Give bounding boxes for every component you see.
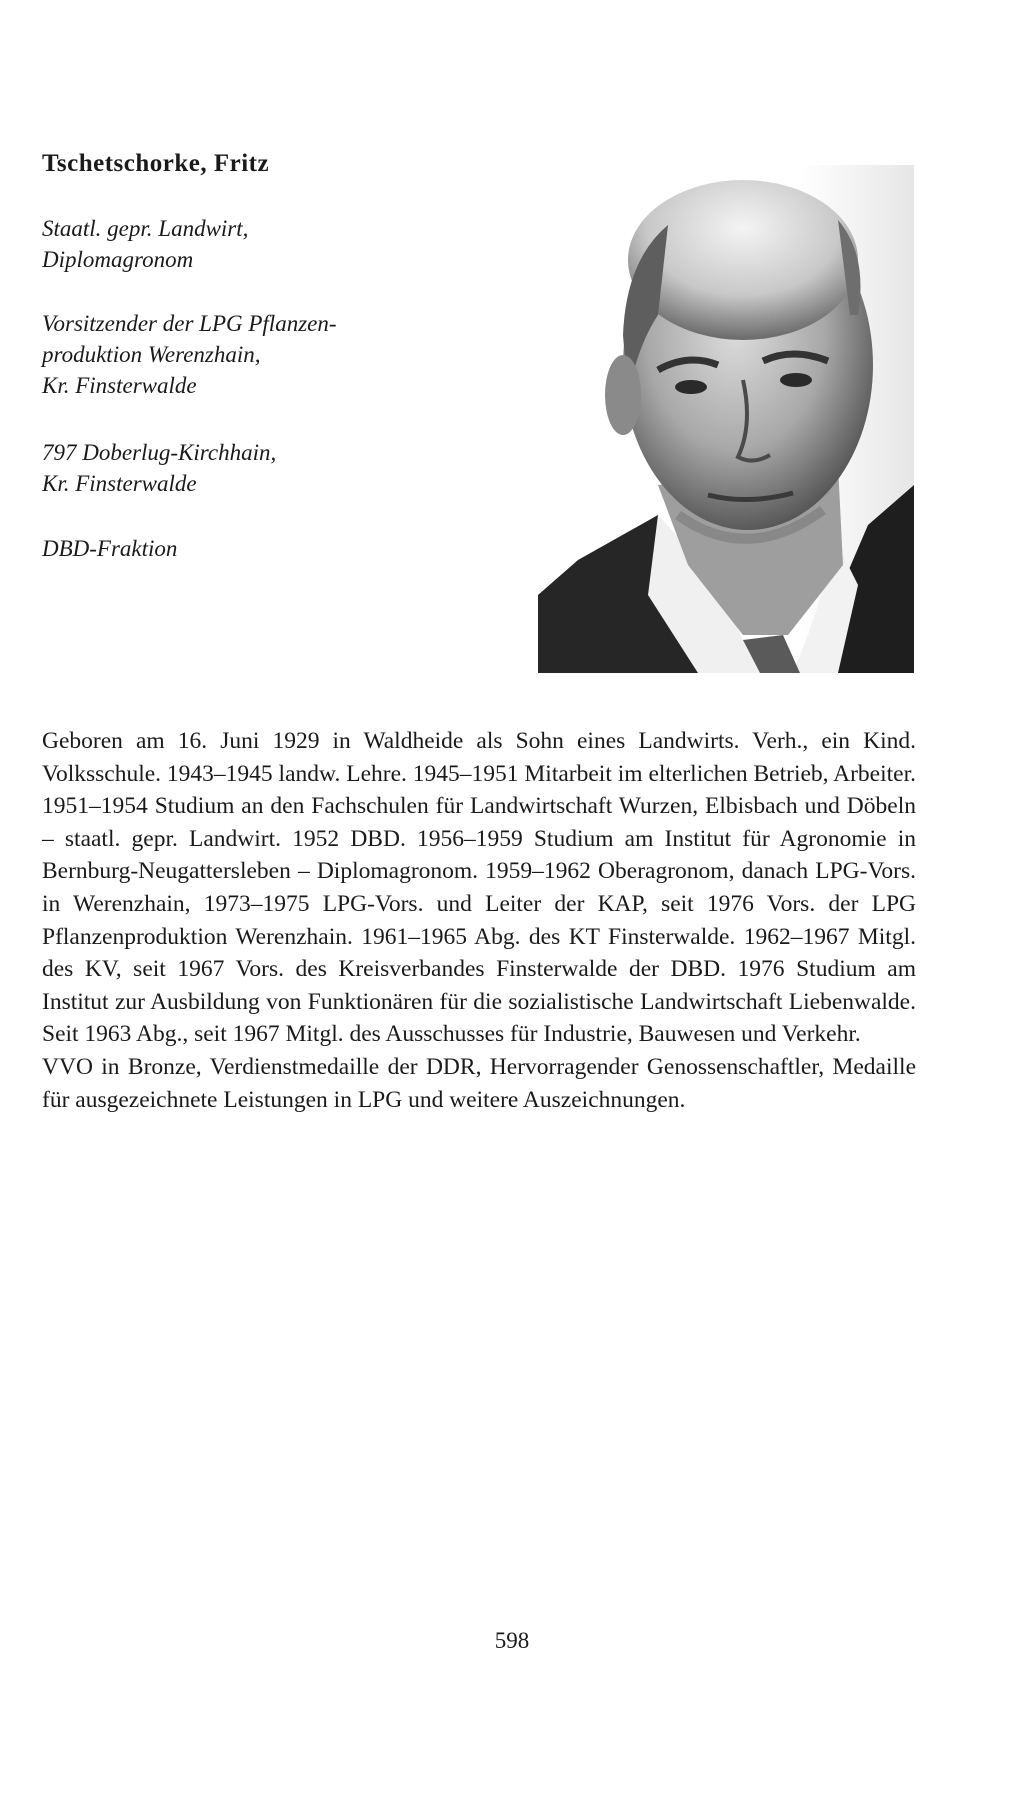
position-line: produktion Werenzhain, [42, 342, 261, 367]
address [42, 437, 422, 499]
faction-label: DBD-Fraktion [42, 536, 178, 561]
biography-text: Geboren am 16. Juni 1929 in Waldheide als Sohn eines Landwirts. Verh., ein Kind. Volksschule. 1943–1945 landw. Lehre. 1945–1951 Mitarbeit im elterlichen Betrieb, Arbeiter. 1951–1954 Studium an den Fachschulen für Landwirtschaft Wurzen, Elbisbach und Döbeln – staatl. gepr. Landwirt. 1952 DBD. 1956–1959 Studium am Institut für Agronomie in Bernburg-Neugattersleben – Diplomagronom. 1959–1962 Oberagronom, danach LPG-Vors. in Werenzhain, 1973–1975 LPG-Vors. und Leiter der KAP, seit 1976 Vors. der LPG Pflanzenproduktion Werenzhain. 1961–1965 Abg. des KT Finsterwalde. 1962–1967 Mitgl. des KV, seit 1967 Vors. des Kreisverbandes Finsterwalde der DBD. 1976 Studium am Institut zur Ausbildung von Funktionären für die sozialistische Landwirtschaft Liebenwalde. Seit 1963 Abg., seit 1967 Mitgl. des Ausschusses für Industrie, Bauwesen und Verkehr. [42, 728, 916, 1048]
position-line: Kr. Finsterwalde [42, 373, 197, 398]
faction [42, 533, 422, 564]
portrait-photo [538, 165, 914, 673]
qualification [42, 213, 422, 275]
biography [42, 725, 916, 1116]
position-line: Vorsitzender der LPG Pflanzen- [42, 311, 337, 336]
qualification-line: Diplomagronom [42, 247, 194, 272]
address-line: Kr. Finsterwalde [42, 471, 197, 496]
qualification-line: Staatl. gepr. Landwirt, [42, 216, 249, 241]
address-line: 797 Doberlug-Kirchhain, [42, 440, 277, 465]
position [42, 308, 422, 401]
person-name: Tschetschorke, Fritz [42, 150, 270, 177]
page-number: 598 [494, 1628, 530, 1653]
awards-text: VVO in Bronze, Verdienstmedaille der DDR, Hervorragender Genossenschaftler, Medaille für ausgezeichnete Leistungen in LPG und weitere Auszeichnungen. [42, 1053, 916, 1113]
